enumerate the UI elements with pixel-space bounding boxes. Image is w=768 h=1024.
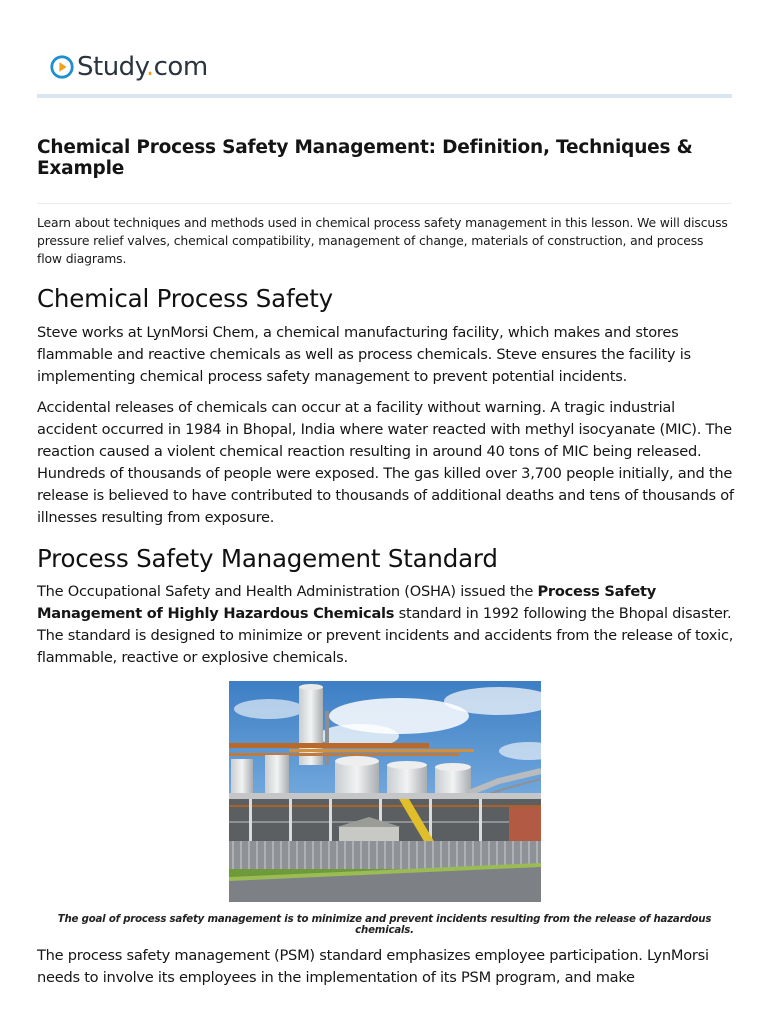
osha-text-end: standard in 1992 following the Bhopal disaster. The standard is designed to minimize or prevent incidents and accidents from the release of toxic, flammable, reactive or explosive chemicals.: [37, 605, 734, 666]
standard-name: Process Safety Management of Highly Hazardous Chemicals: [37, 583, 657, 622]
play-circle-icon: [50, 55, 74, 79]
chemical-plant-photo: [229, 681, 541, 902]
figure-caption: The goal of process safety management is to minimize and prevent incidents resulting from the release of hazardous chemicals.: [57, 914, 712, 936]
paragraph-steve-intro: Steve works at LynMorsi Chem, a chemical manufacturing facility, which makes and stores flammable and reactive chemicals as well as process chemicals. Steve ensures the facility is implementing chemical process safety management to prevent potential incidents.: [37, 324, 691, 385]
title-divider: [37, 203, 732, 204]
section-heading-psm-standard: Process Safety Management Standard: [37, 544, 498, 573]
paragraph-osha-standard: [37, 581, 735, 669]
paragraph-bhopal: Accidental releases of chemicals can occur at a facility without warning. A tragic industrial accident occurred in 1984 in Bhopal, India where water reacted with methyl isocyanate (MIC). The reaction caused a violent chemical reaction resulting in around 40 tons of MIC being released. Hundreds of thousands of people were exposed. The gas killed over 3,700 people initially, and the release is believed to have contributed to thousands of additional deaths and tens of thousands of illnesses resulting from exposure.: [37, 399, 734, 526]
lesson-intro: Learn about techniques and methods used in chemical process safety management in this lesson. We will discuss pressure relief valves, chemical compatibility, management of change, materials of construction, and process flow diagrams.: [37, 215, 728, 266]
header-divider: [37, 94, 732, 98]
document-title: Chemical Process Safety Management: Definition, Techniques & Example: [37, 137, 693, 179]
study-logo[interactable]: [50, 50, 208, 84]
paragraph-psm-participation: The process safety management (PSM) standard emphasizes employee participation. LynMorsi needs to involve its employees in the implementation of its PSM program, and make: [37, 947, 709, 986]
osha-text-start: The Occupational Safety and Health Administration (OSHA) issued the: [37, 583, 538, 600]
section-heading-chemical-process-safety: Chemical Process Safety: [37, 284, 333, 313]
logo-wordmark: Study.com: [77, 52, 208, 82]
